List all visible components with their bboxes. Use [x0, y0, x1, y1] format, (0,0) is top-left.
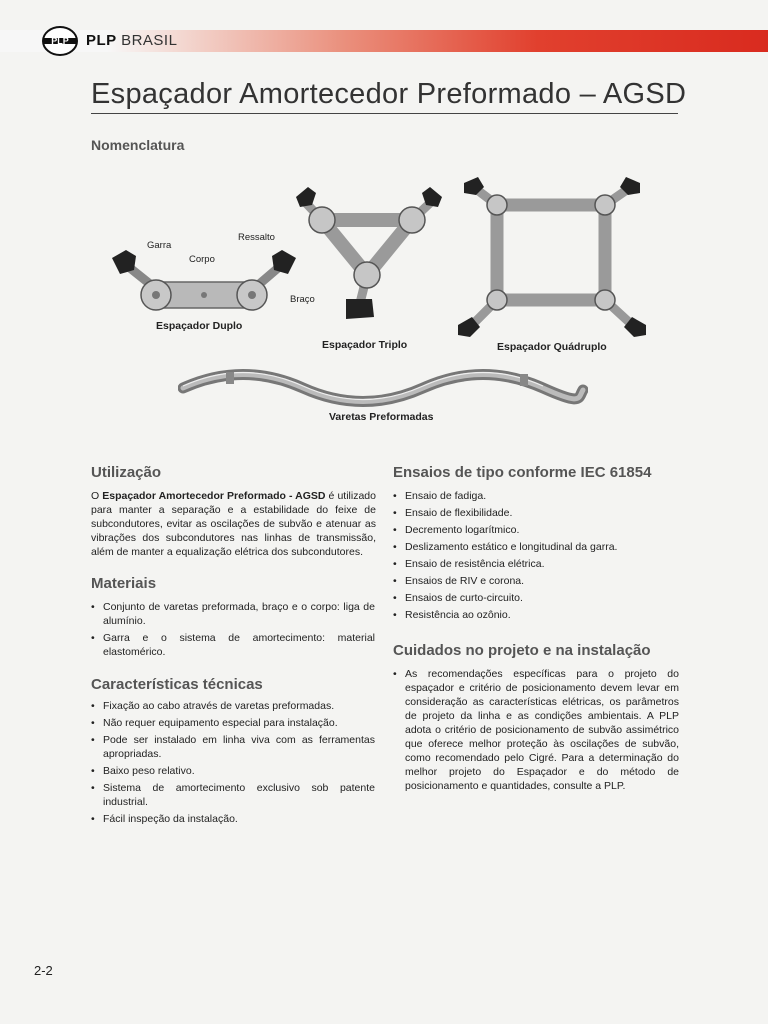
brand-sub: BRASIL [121, 32, 178, 49]
list-item: • Não requer equipamento especial para instalação. [91, 716, 375, 730]
callout-braco: Braço [290, 294, 315, 305]
callout-ressalto: Ressalto [238, 232, 275, 243]
list-item: • Resistência ao ozônio. [393, 608, 679, 622]
list-item: • Ensaio de flexibilidade. [393, 506, 679, 520]
ensaios-list [393, 489, 679, 625]
list-item: • Ensaios de curto-circuito. [393, 591, 679, 605]
page-number: 2-2 [34, 963, 53, 978]
materiais-heading: Materiais [91, 575, 157, 592]
utilizacao-text [91, 489, 376, 559]
ensaios-heading: Ensaios de tipo conforme IEC 61854 [393, 464, 652, 481]
list-item: • As recomendações específicas para o projeto do espaçador e critério de posicionamento devem levar em consideração as características elétricas, os parâmetros de projeto da linha e as condições ambientais. A PLP adota o critério de posicionamento de subvão assimétrico que oferece melhor proteção às oscilações de subvão, como recomendado pelo Cigré. Para a determinação do melhor projeto do Espaçador e do método de posicionamento e quantidades, consulte a PLP. [393, 667, 679, 793]
utilizacao-heading: Utilização [91, 464, 162, 481]
espacador-triplo-image [292, 185, 452, 335]
label-varetas-preformadas: Varetas Preformadas [329, 411, 434, 423]
label-espacador-duplo: Espaçador Duplo [156, 320, 243, 332]
varetas-preformadas-image [178, 368, 588, 408]
cuidados-heading: Cuidados no projeto e na instalação [393, 642, 651, 659]
list-item: • Decremento logarítmico. [393, 523, 679, 537]
list-item: • Fácil inspeção da instalação. [91, 812, 375, 826]
list-item: • Ensaio de resistência elétrica. [393, 557, 679, 571]
callout-corpo: Corpo [189, 254, 215, 265]
plp-logo [42, 26, 78, 56]
brand-name [86, 32, 177, 49]
caracteristicas-heading: Características técnicas [91, 676, 263, 693]
logo-text: PLP [51, 36, 69, 46]
utilizacao-intro: O [91, 490, 103, 502]
callout-garra: Garra [147, 240, 172, 251]
materiais-list [91, 600, 375, 662]
label-espacador-triplo: Espaçador Triplo [322, 339, 408, 351]
list-item: • Fixação ao cabo através de varetas preformadas. [91, 699, 375, 713]
espacador-quadruplo-image [452, 175, 652, 345]
nomenclatura-heading: Nomenclatura [91, 137, 185, 153]
caracteristicas-list [91, 699, 375, 829]
list-item: • Ensaios de RIV e corona. [393, 574, 679, 588]
label-espacador-quadruplo: Espaçador Quádruplo [497, 341, 607, 353]
page-title: Espaçador Amortecedor Preformado – AGSD [91, 78, 687, 110]
cuidados-list [393, 667, 679, 796]
list-item: • Pode ser instalado em linha viva com as ferramentas apropriadas. [91, 733, 375, 761]
list-item: • Sistema de amortecimento exclusivo sob patente industrial. [91, 781, 375, 809]
list-item: • Deslizamento estático e longitudinal da garra. [393, 540, 679, 554]
utilizacao-product-name: Espaçador Amortecedor Preformado - AGSD [102, 490, 326, 502]
brand-plp: PLP [86, 32, 117, 49]
list-item: • Garra e o sistema de amortecimento: material elastomérico. [91, 631, 375, 659]
list-item: • Conjunto de varetas preformada, braço e o corpo: liga de alumínio. [91, 600, 375, 628]
title-divider [91, 113, 678, 114]
utilizacao-body: é utilizado para manter a separação e a estabilidade do feixe de subcondutores, evitar as oscilações de subvão e atenuar as vibrações dos subcondutores nas linhas de transmissão, além de manter a equalização elétrica dos subcondutores. [91, 490, 376, 558]
list-item: • Baixo peso relativo. [91, 764, 375, 778]
list-item: • Ensaio de fadiga. [393, 489, 679, 503]
espacador-duplo-image [100, 240, 310, 320]
